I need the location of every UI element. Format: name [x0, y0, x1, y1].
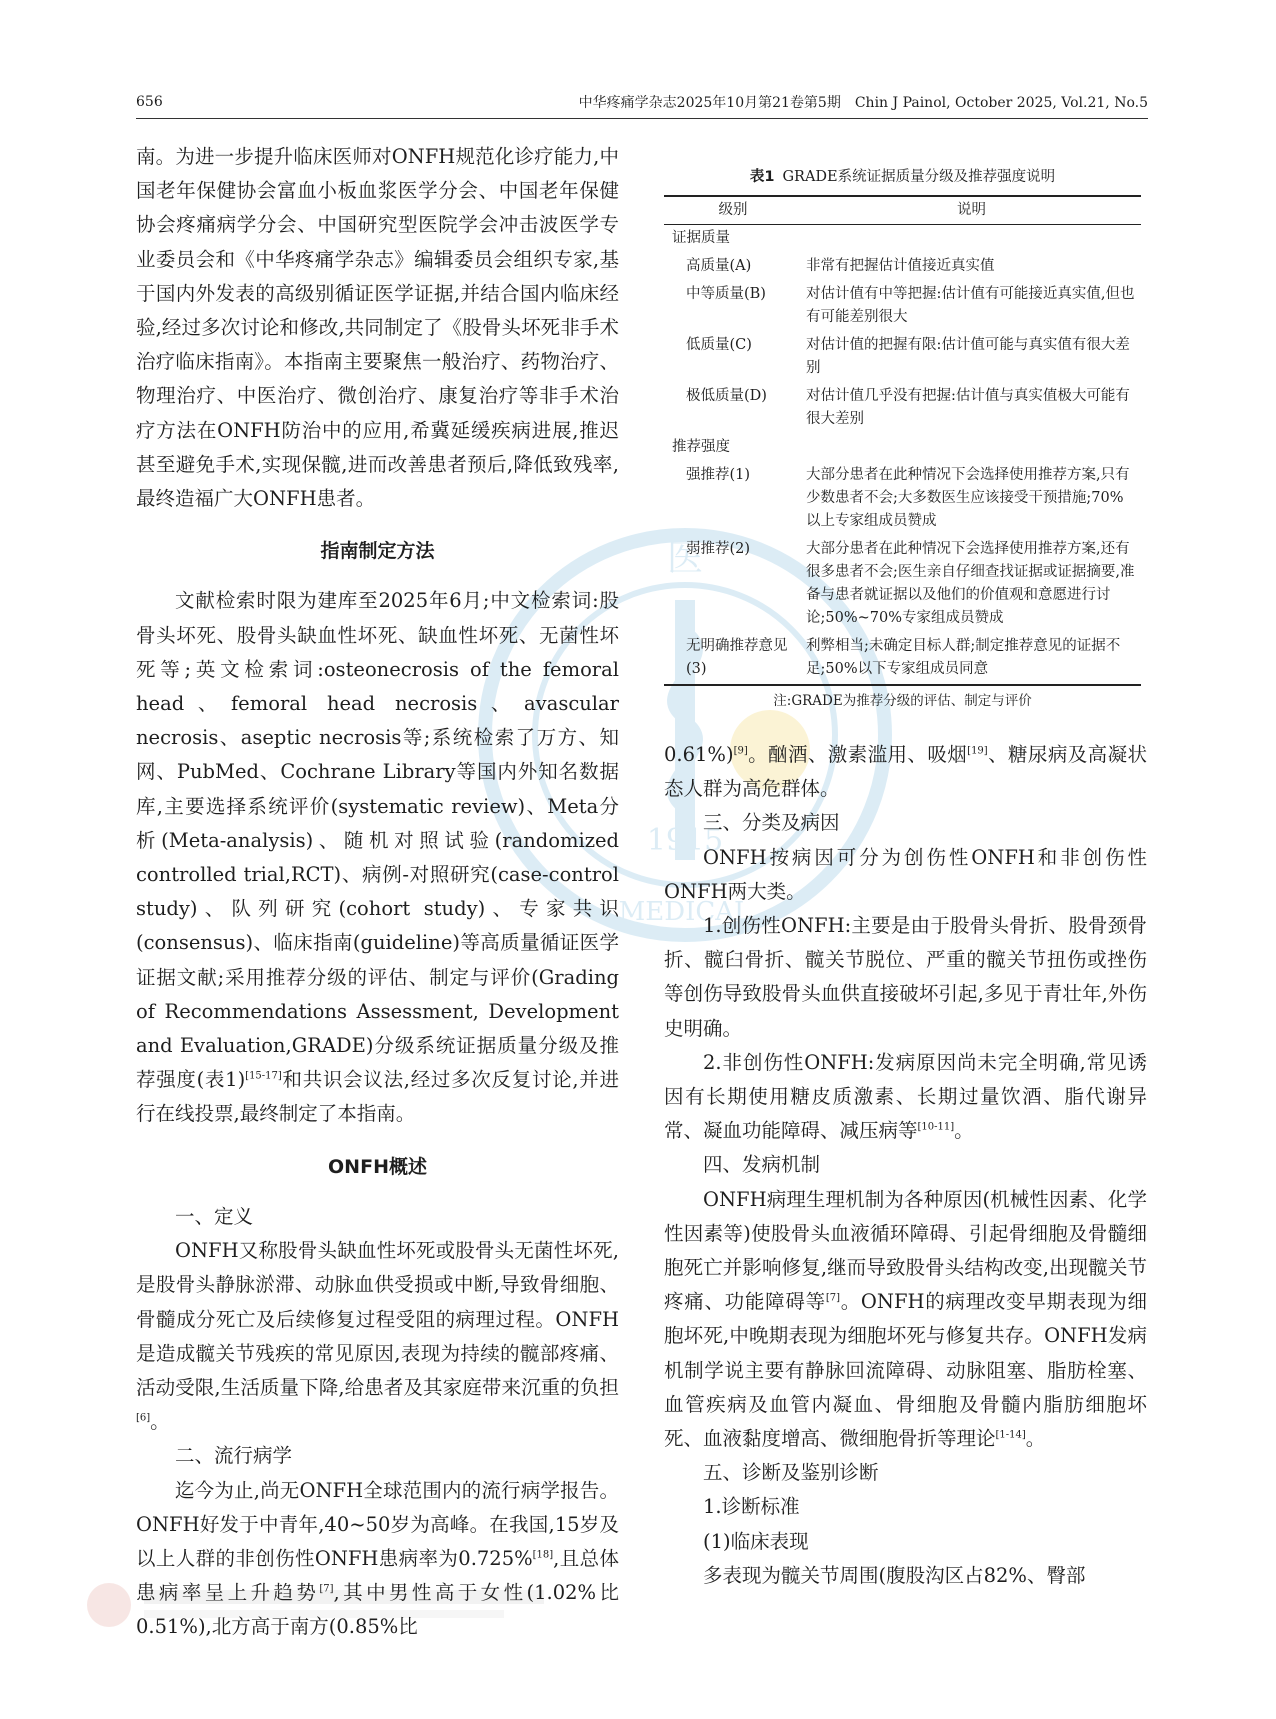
classification-paragraph: ONFH按病因可分为创伤性ONFH和非创伤性ONFH两大类。	[664, 845, 1147, 903]
citation: [6]	[136, 1412, 151, 1424]
table-note: 注:GRADE为推荐分级的评估、制定与评价	[773, 693, 1032, 709]
grade-table-block	[664, 166, 1141, 713]
table-header-desc: 说明	[802, 196, 1141, 225]
citation: [9]	[733, 745, 748, 757]
right-column	[664, 738, 1147, 1593]
mechanism-heading: 四、发病机制	[703, 1153, 821, 1177]
citation: [18]	[532, 1549, 554, 1561]
citation: [15-17]	[245, 1070, 282, 1082]
definition-heading: 一、定义	[175, 1204, 254, 1228]
table-row: 极低质量(D) 对估计值几乎没有把握:估计值与真实值极大可能有很大差别	[686, 388, 1130, 427]
table-row: 强推荐(1) 大部分患者在此种情况下会选择使用推荐方案,只有少数患者不会;大多数医生应该接受干预措施;70%以上专家组成员赞成	[686, 467, 1130, 529]
seal-char: 医	[666, 538, 704, 579]
intro-paragraph: 南。为进一步提升临床医师对ONFH规范化诊疗能力,中国老年保健协会富血小板血浆医学分会、中国老年保健协会疼痛病学分会、中国研究型医院学会冲击波医学专业委员会和《中华疼痛学杂志》编辑委员会组织专家,基于国内外发表的高级别循证医学证据,并结合国内临床经验,经过多次讨论和修改,共同制定了《股骨头坏死非手术治疗临床指南》。本指南主要聚焦一般治疗、药物治疗、物理治疗、中医治疗、微创治疗、康复治疗等非手术治疗方法在ONFH防治中的应用,希冀延缓疾病进展,推迟甚至避免手术,实现保髋,进而改善患者预后,降低致残率,最终造福广大ONFH患者。	[136, 145, 619, 511]
page-number: 656	[136, 94, 163, 110]
diagnosis-heading: 五、诊断及鉴别诊断	[703, 1461, 879, 1485]
citation: [7]	[319, 1583, 334, 1595]
traumatic-paragraph: 1.创伤性ONFH:主要是由于股骨头骨折、股骨颈骨折、髋臼骨折、髋关节脱位、严重的髋关节扭伤或挫伤等创伤导致股骨头血供直接破坏引起,多见于青壮年,外伤史明确。	[664, 914, 1147, 1040]
clinical-presentation-paragraph: 多表现为髋关节周围(腹股沟区占82%、臀部	[703, 1563, 1086, 1587]
methods-paragraph: 文献检索时限为建库至2025年6月;中文检索词:股骨头坏死、股骨头缺血性坏死、缺血性坏死、无菌性坏死等;英文检索词:osteonecrosis of the femoral head、femoral head necrosis、avascular necrosis、aseptic necrosis等;系统检索了万方、知网、PubMed、Cochrane Library等国内外知名数据库,主要选择系统评价(systematic review)、Meta分析(Meta-analysis)、随机对照试验(randomized controlled trial,RCT)、病例-对照研究(case-control study)、队列研究(cohort study)、专家共识(consensus)、临床指南(guideline)等高质量循证医学证据文献;采用推荐分级的评估、制定与评价(Grading of Recommendations Assessment, Development and Evaluation,GRADE)分级系统证据质量分级及推荐强度(表1)[15-17]和共识会议法,经过多次反复讨论,并进行在线投票,最终制定了本指南。	[136, 589, 619, 1126]
overview-heading: ONFH概述	[328, 1155, 427, 1178]
diagnosis-criteria-heading: 1.诊断标准	[703, 1495, 800, 1519]
table-section-quality: 证据质量	[672, 230, 730, 246]
table-row: 高质量(A) 非常有把握估计值接近真实值	[686, 258, 995, 274]
clinical-presentation-heading: (1)临床表现	[703, 1529, 809, 1553]
epidemiology-paragraph: 迄今为止,尚无ONFH全球范围内的流行病学报告。ONFH好发于中青年,40~50岁为高峰。在我国,15岁及以上人群的非创伤性ONFH患病率为0.725%[18],且总体患病率呈上升趋势[7],其中男性高于女性(1.02%比0.51%),北方高于南方(0.85%比	[136, 1478, 619, 1639]
continued-paragraph: 0.61%)[9]。酗酒、激素滥用、吸烟[19]、糖尿病及高凝状态人群为高危群体。	[664, 743, 1147, 801]
table-row: 弱推荐(2) 大部分患者在此种情况下会选择使用推荐方案,还有很多患者不会;医生亲自仔细查找证据或证据摘要,准备与患者就证据以及他们的价值观和意愿进行讨论;50%~70%专家组成员赞成	[686, 541, 1135, 626]
grade-table	[664, 195, 1141, 686]
running-head: 中华疼痛学杂志2025年10月第21卷第5期 Chin J Painol, October 2025, Vol.21, No.5	[578, 95, 1148, 111]
left-column	[136, 140, 619, 1645]
seal-year: 1915	[646, 823, 724, 858]
mechanism-paragraph: ONFH病理生理机制为各种原因(机械性因素、化学性因素等)使股骨头血液循环障碍、引起骨细胞及骨髓细胞死亡并影响修复,继而导致股骨头结构改变,出现髋关节疼痛、功能障碍等[7]。ONFH的病理改变早期表现为细胞坏死,中晚期表现为细胞坏死与修复共存。ONFH发病机制学说主要有静脉回流障碍、动脉阻塞、脂肪栓塞、血管疾病及血管内凝血、骨细胞及骨髓内脂肪细胞坏死、血液黏度增高、微细胞骨折等理论[1-14]。	[664, 1187, 1147, 1451]
citation: [19]	[967, 745, 988, 757]
seal-latin: MEDICAL	[618, 897, 752, 927]
table-label: 表1	[749, 169, 775, 185]
citation: [1-14]	[995, 1429, 1026, 1441]
classification-heading: 三、分类及病因	[703, 811, 840, 835]
table-row: 中等质量(B) 对估计值有中等把握:估计值有可能接近真实值,但也有可能差别很大	[686, 286, 1135, 325]
definition-paragraph: ONFH又称股骨头缺血性坏死或股骨头无菌性坏死,是股骨头静脉淤滞、动脉血供受损或中断,导致骨细胞、骨髓成分死亡及后续修复过程受阻的病理过程。ONFH是造成髋关节残疾的常见原因,表现为持续的髋部疼痛、活动受限,生活质量下降,给患者及其家庭带来沉重的负担[6]。	[136, 1239, 619, 1434]
table-header-level: 级别	[664, 196, 802, 225]
citation: [10-11]	[917, 1121, 955, 1133]
epidemiology-heading: 二、流行病学	[175, 1444, 293, 1468]
header-rule	[136, 118, 1148, 119]
table-row: 无明确推荐意见(3) 利弊相当;未确定目标人群;制定推荐意见的证据不足;50%以下专家组成员同意	[686, 638, 1121, 677]
methods-heading: 指南制定方法	[320, 540, 435, 563]
table-section-strength: 推荐强度	[672, 439, 730, 455]
table-row: 低质量(C) 对估计值的把握有限:估计值可能与真实值有很大差别	[686, 337, 1130, 376]
nontraumatic-paragraph: 2.非创伤性ONFH:发病原因尚未完全明确,常见诱因有长期使用糖皮质激素、长期过量饮酒、脂代谢异常、凝血功能障碍、减压病等[10-11]。	[664, 1050, 1147, 1143]
citation: [7]	[825, 1292, 840, 1304]
table-title: 表1 GRADE系统证据质量分级及推荐强度说明	[749, 169, 1056, 185]
